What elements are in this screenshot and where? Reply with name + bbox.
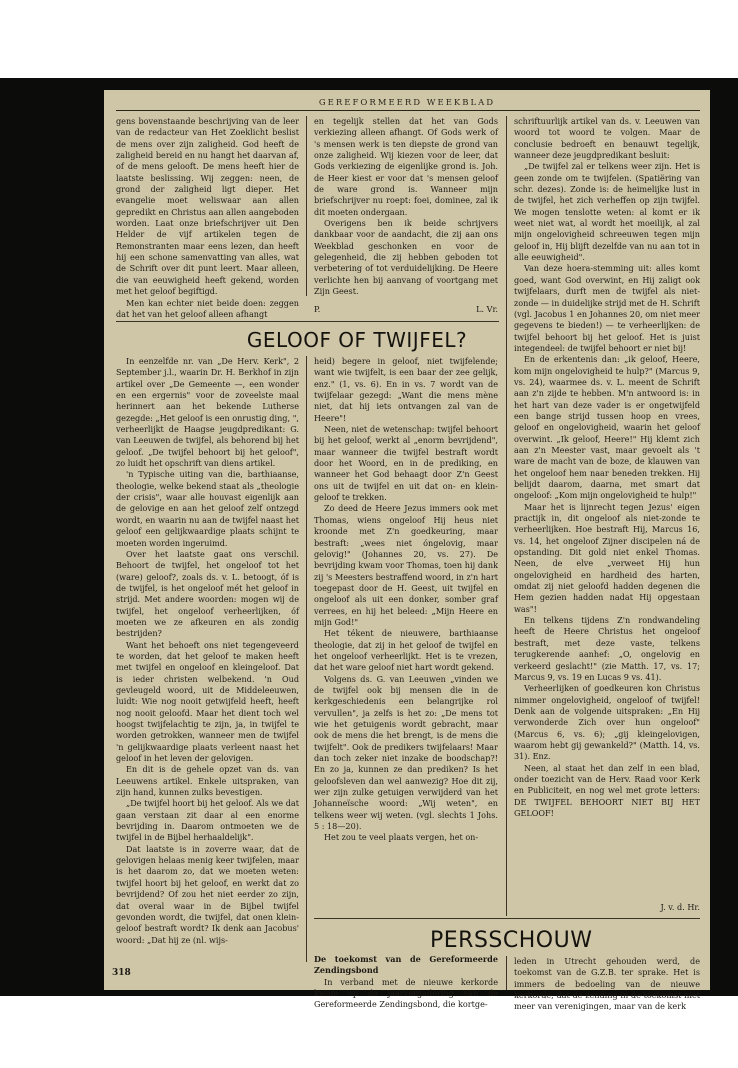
top-col2-para-2: Overigens ben ik beide schrijvers dankbaar voor de aandacht, die zij aan ons Weekblad geschonken en voor de gelegenheid, die zij hebben geboden tot verbetering of tot verduidelijking. De Heere verlichte hen bij aanvang of voortgang met Zijn Geest.	[314, 218, 498, 297]
top-col2-para-1: en tegelijk stellen dat het van Gods verkiezing alleen afhangt. Of Gods werk of 's mensen werk is ten diepste de grond van onze zaligheid. Wij kiezen voor de leer, dat Gods verkiezing de eigenlijke grond is. Joh. de Heer kiest er voor dat 's mensen geloof de ware grond is. Wanneer mijn briefschrijver nu roept: foei, dominee, zal ik dit moeten ondergaan.	[314, 116, 498, 217]
persschouw-col2	[314, 954, 498, 1010]
geloof-col2-para-2: Neen, niet de wetenschap: twijfel behoort bij het geloof, werkt al „enorm bevrijdend", maar wanneer die twijfel bestraft wordt door het Woord, en in de prediking, en wanneer het God behaagt door Z'n Geest ons uit de twijfel en uit dat on- en klein-geloof te trekken.	[314, 424, 498, 503]
geloof-col2-para-5: Volgens ds. G. van Leeuwen „vinden we de twijfel ook bij mensen die in de kerkgeschiedenis een belangrijke rol vervullen", ja zelfs is het zo: „De mens tot wie het getuigenis wordt gebracht, maar ook de mens die het brengt, is de mens die twijfelt". Ook de predikers twijfelaars! Maar dan toch zeker niet inzake de boodschap?! En zo ja, kunnen ze dan prediken? Is het geloofsleven dan wel aanwezig? Hoe dit zij, wer zijn zulke getuigen verwijderd van het Johanneïsche woord: „Wij weten", en telkens weer wij weten. (vgl. slechts 1 Johs. 5 : 18—20).	[314, 673, 498, 832]
geloof-of-twijfel-title: GELOOF OF TWIJFEL?	[246, 328, 468, 352]
geloof-col1-para-6: „De twijfel hoort bij het geloof. Als we dat gaan verstaan zit daar al een enorme bevrijding in. Daarom ontmoeten we de twijfel in de Bijbel herhaaldelijk".	[116, 798, 299, 843]
geloof-col3-para-7: Verheerlijken of goedkeuren kon Christus nimmer ongelovigheid, ongeloof of twijfel! Denk aan de volgende uitspraken: „En Hij verwonderde Zich over hun ongeloof" (Marcus 6, vs. 6); „gij kleingelovigen, waarom hebt gij gewankeld?" (Matth. 14, vs. 31). Enz.	[514, 683, 700, 762]
persschouw-title: PERSSCHOUW	[430, 928, 593, 953]
geloof-col3-para-8: Neen, al staat het dan zelf in een blad, onder toezicht van de Herv. Raad voor Kerk en Publiciteit, en nog wel met grote letters: DE TWIJFEL BEHOORT NIET BIJ HET GELOOF!	[514, 762, 700, 818]
persschouw-col2-para-1: In verband met de nieuwe kerkorde kwam op de jaarvergadering van de Gereformeerde Zendingsbond, die kortge-	[314, 976, 498, 1010]
top-article-col1	[116, 116, 299, 319]
geloof-col1-para-4: Want het behoeft ons niet tegengeveerd te worden, dat het geloof te maken heeft met twijfel en ongeloof en kleingeloof. Dat is ieder christen welbekend. 'n Oud gevleugeld woord, uit de Middeleeuwen, luidt: Wie nog nooit getwijfeld heeft, heeft nog nooit geloofd. Maar het dient toch wel hoogst twijfelachtig te zijn, ja, in twijfel te worden getrokken, wanneer men de twijfel 'n gelijkwaardige plaats verleent naast het geloof in het leven der gelovigen.	[116, 639, 299, 764]
geloof-col3-para-3: Van deze hoera-stemming uit: alles komt goed, want God overwint, en Hij zaligt ook twijfelaars, durft men de twijfel als niet-zonde — in duidelijke strijd met de H. Schrift (vgl. Jacobus 1 en Johannes 20, om niet meer gegevens te bieden!) — te verheerlijken: de twijfel behoort bij het geloof. Het is juist integendeel: de twijfel behoort er niet bij!	[514, 263, 701, 353]
column-divider-top-1	[306, 116, 307, 296]
geloof-col1-para-2: 'n Typische uiting van die, barthiaanse, theologie, welke bekend staat als „theologie der crisis", waar alle houvast eigenlijk aan de gelovige en aan het geloof zelf ontzegd wordt, en waarin nu aan de twijfel naast het geloof een gelijkwaardige plaats schijnt te moeten worden ingeruimd.	[116, 469, 299, 548]
geloof-col3-para-4: En de erkentenis dan: „ik geloof, Heere, kom mijn ongelovigheid te hulp?" (Marcus 9, vs. 24), waarmee ds. v. L. meent de Schrift aan z'n zijde te hebben. M'n antwoord is: in het hart van deze vader is er ongetwijfeld een bange strijd tussen hoop en vrees, geloof en ongelovigheid, waarin het geloof overwint. „Ik geloof, Heere!" Hij klemt zich aan z'n Meester vast, maar gevoelt als 't ware de macht van de boze, de klauwen van het ongeloof hem naar beneden trekken. Hij belijdt daarom, daarna, met smart dat ongeloof: „Kom mijn ongelovigheid te hulp!"	[514, 354, 700, 501]
divider-above-persschouw	[314, 918, 700, 919]
top-col1-para-2: Men kan echter niet beide doen: zeggen dat het van het geloof alleen afhangt	[116, 297, 299, 319]
geloof-col2-para-6: Het zou te veel plaats vergen, het on-	[324, 832, 479, 843]
geloof-col3-para-2: „De twijfel zal er telkens weer zijn. Het is geen zonde om te twijfelen. (Spatiëring van schr. dezes). Zonde is: de heimelijke lust in de twijfel, het zich verheffen op zijn twijfel. We mogen tenslotte weten: al komt er ik weet niet wat, al wordt het moeilijk, al zal mijn ongelovigheid schreeuwen tegen mijn geloof in, Hij blijft dezelfde van nu aan tot in alle eeuwigheid".	[514, 161, 700, 263]
top-col1-para-1: gens bovenstaande beschrijving van de leer van de redacteur van Het Zoeklicht beslist de mens over zijn zaligheid. God heeft de zaligheid bereid en nu hangt het daarvan af, of de mens gelooft. De mens heeft hier de laatste beslissing. Wij zeggen: neen, de grond der zaligheid ligt dieper. Het evangelie moet weliswaar aan allen gepredikt en Christus aan allen aangeboden worden. Laat onze briefschrijver uit Den Helder de vijf artikelen tegen de Remonstranten maar eens lezen, dan heeft hij een schone samenvatting van alles, wat de Schrift over dit punt leert. Maar alleen, die van eeuwigheid heeft gekend, worden met het geloof begiftigd.	[116, 116, 299, 297]
geloof-col2-para-3: Zo deed de Heere Jezus immers ook met Thomas, wiens ongeloof Hij heus niet kroonde met Z'n goedkeuring, maar bestraft: „wees niet óngelovig, maar gelovig!" (Johannes 20, vs. 27). De bevrijding kwam voor Thomas, toen hij dank zij 's Meesters bestraffend woord, in z'n hart toegepast door de H. Geest, uit twijfel en ongeloof als uit een donker, somber graf verrees, en hij het beleed: „Mijn Heere en mijn God!"	[314, 503, 498, 627]
newspaper-page	[104, 90, 710, 1012]
divider-above-geloof	[116, 321, 499, 322]
top-signature-row	[314, 304, 498, 315]
geloof-col1-para-1: In eenzelfde nr. van „De Herv. Kerk", 2 September j.l., waarin Dr. H. Berkhof in zijn artikel over „De Gemeente —, een wonder en een ergernis" voor de zoveelste maal herinnert aan het bekende Lutherse gezegde: „Het geloof is een onrustig ding, ", verheerlijkt de Haagse jeugdpredikant: G. van Leeuwen de twijfel, als behorend bij het geloof. „De twijfel behoort bij het geloof", zo luidt het opschrift van diens artikel.	[116, 356, 299, 469]
geloof-signature: J. v. d. Hr.	[660, 902, 700, 912]
geloof-col2-para-4: Het tékent de nieuwere, barthiaanse theologie, dat zij in het geloof de twijfel en het ongeloof verheerlijkt. Het is te vrezen, dat het ware geloof niet hart wordt gekend.	[314, 628, 498, 673]
top-signature-left: P.	[314, 303, 321, 314]
column-divider-main-right	[506, 116, 507, 916]
geloof-col3	[514, 116, 700, 902]
geloof-col3-para-6: En telkens tijdens Z'n rondwandeling heeft de Heere Christus het ongeloof bestraft, met deze vaste, telkens terugkerende aanhef: „O, ongelovig en verkeerd geslacht!" (zie Matth. 17, vs. 17; Marcus 9, vs. 19 en Lucas 9 vs. 41).	[514, 615, 700, 682]
persschouw-subhead: De toekomst van de Gereformeerde Zendingsbond	[314, 954, 498, 976]
geloof-col1	[116, 356, 299, 962]
column-divider-persschouw	[506, 956, 507, 990]
persschouw-col3	[514, 956, 700, 1012]
running-head: GEREFORMEERD WEEKBLAD	[318, 98, 496, 108]
geloof-col2-para-1: heid) begere in geloof, niet twijfelende; want wie twijfelt, is een baar der zee gelijk, enz." (1, vs. 6). En in vs. 7 wordt van de twijfelaar gezegd: „Want die mens mène niet, dat hij iets ontvangen zal van de Heere"!	[314, 356, 498, 423]
geloof-col1-para-3: Over het laatste gaat ons verschil. Behoort de twijfel, het ongeloof tot het (ware) geloof?, zoals ds. v. L. betoogt, óf is de twijfel, is het ongeloof mét het geloof in strijd. Met andere woorden: mogen wij de twijfel, het ongeloof verheerlijken, óf moeten we ze afkeuren en als zondig bestrijden?	[116, 548, 299, 639]
column-divider-geloof-1	[306, 356, 307, 962]
geloof-col1-para-7: Dat laatste is in zoverre waar, dat de gelovigen helaas menig keer twijfelen, maar is het daarom zo, dat we moeten weten: twijfel hoort bij het geloof, en werkt dat zo bevrijdend? Of zou het niet eerder zo zijn, dat overal waar in de Bijbel twijfel gevonden wordt, die twijfel, dat onen klein-geloof bestraft wordt? Ik denk aan Jacobus' woord: „Dat hij ze (nl. wijs-	[116, 843, 299, 945]
top-signature-right: L. Vr.	[476, 303, 498, 314]
top-article-col2	[314, 116, 498, 314]
geloof-col1-para-5: En dit is de gehele opzet van ds. van Leeuwens artikel. Enkele uitspraken, van zijn hand, kunnen zulks bevestigen.	[116, 764, 299, 798]
page-number: 318	[112, 968, 131, 978]
persschouw-col3-para-1: leden in Utrecht gehouden werd, de toekomst van de G.Z.B. ter sprake. Het is immers de bedoeling van de nieuwe kerkorde, dat de zending in de toekomst niet meer van verenigingen, maar van de kerk	[514, 956, 700, 1012]
running-head-rule	[116, 110, 700, 111]
geloof-col3-para-5: Maar het is lijnrecht tegen Jezus' eigen practijk in, dit ongeloof als niet-zonde te verheerlijken. Hoe bestraft Hij, Marcus 16, vs. 14, het ongeloof Zijner discipelen ná de opstanding. Dit gold niet enkel Thomas. Neen, de elve „verweet Hij hun ongelovigheid en hardheid des harten, omdat zij niet geloofd hadden degenen die Hem gezien hadden nadat Hij opgestaan was"!	[514, 501, 700, 614]
geloof-col2	[314, 356, 498, 912]
geloof-col3-para-1: schriftuurlijk artikel van ds. v. Leeuwen van woord tot woord te volgen. Maar de conclusie bedroeft en benauwt tegelijk, wanneer deze jeugdpredikant besluit:	[514, 116, 700, 161]
